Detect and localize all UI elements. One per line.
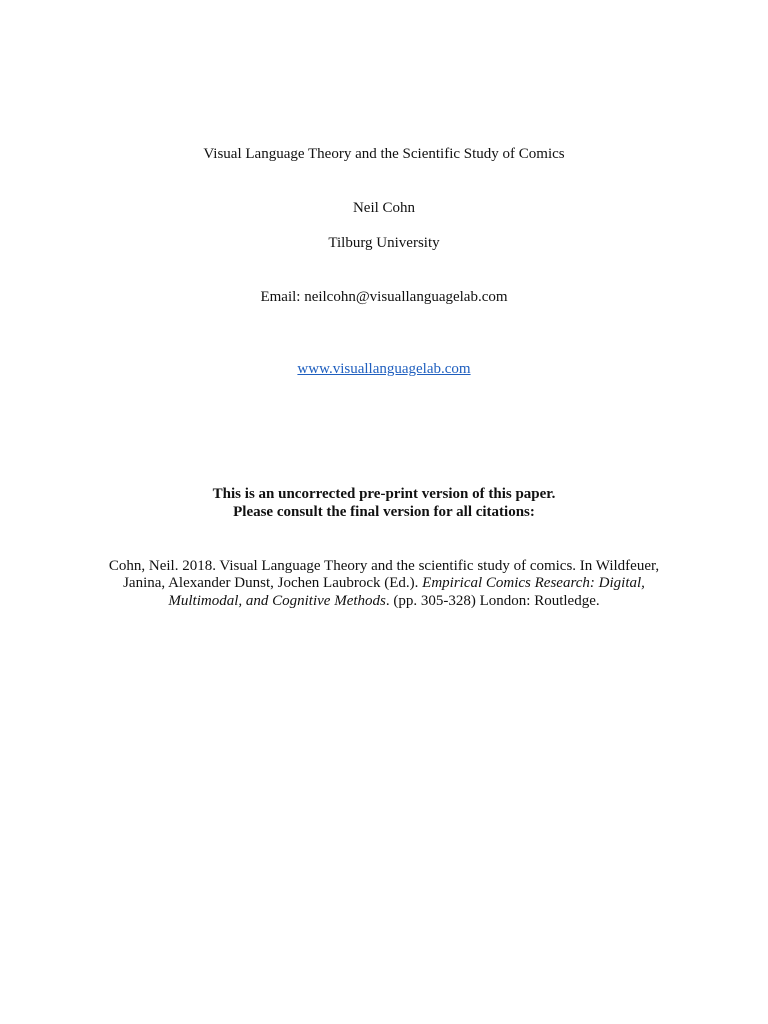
website-line <box>0 361 768 378</box>
paper-title: Visual Language Theory and the Scientific Study of Comics <box>203 146 565 162</box>
affiliation: Tilburg University <box>328 235 440 251</box>
citation-book-title-part-1: Empirical Comics Research: Digital, <box>422 575 645 591</box>
citation-editors: Janina, Alexander Dunst, Jochen Laubrock (Ed.). <box>123 575 423 591</box>
citation-line-1: Cohn, Neil. 2018. Visual Language Theory and the scientific study of comics. In Wildfeuer, <box>108 558 660 574</box>
citation-line-2 <box>0 575 768 592</box>
email-line: Email: neilcohn@visuallanguagelab.com <box>260 289 508 305</box>
author-name: Neil Cohn <box>352 200 416 216</box>
preprint-notice-line-2: Please consult the final version for all citations: <box>233 504 535 520</box>
website-link[interactable]: www.visuallanguagelab.com <box>297 361 471 377</box>
citation-publisher: . (pp. 305-328) London: Routledge. <box>385 593 600 609</box>
citation-book-title-part-2: Multimodal, and Cognitive Methods <box>168 593 386 609</box>
citation-line-3 <box>0 593 768 610</box>
preprint-notice-line-1: This is an uncorrected pre-print version of this paper. <box>212 486 556 502</box>
